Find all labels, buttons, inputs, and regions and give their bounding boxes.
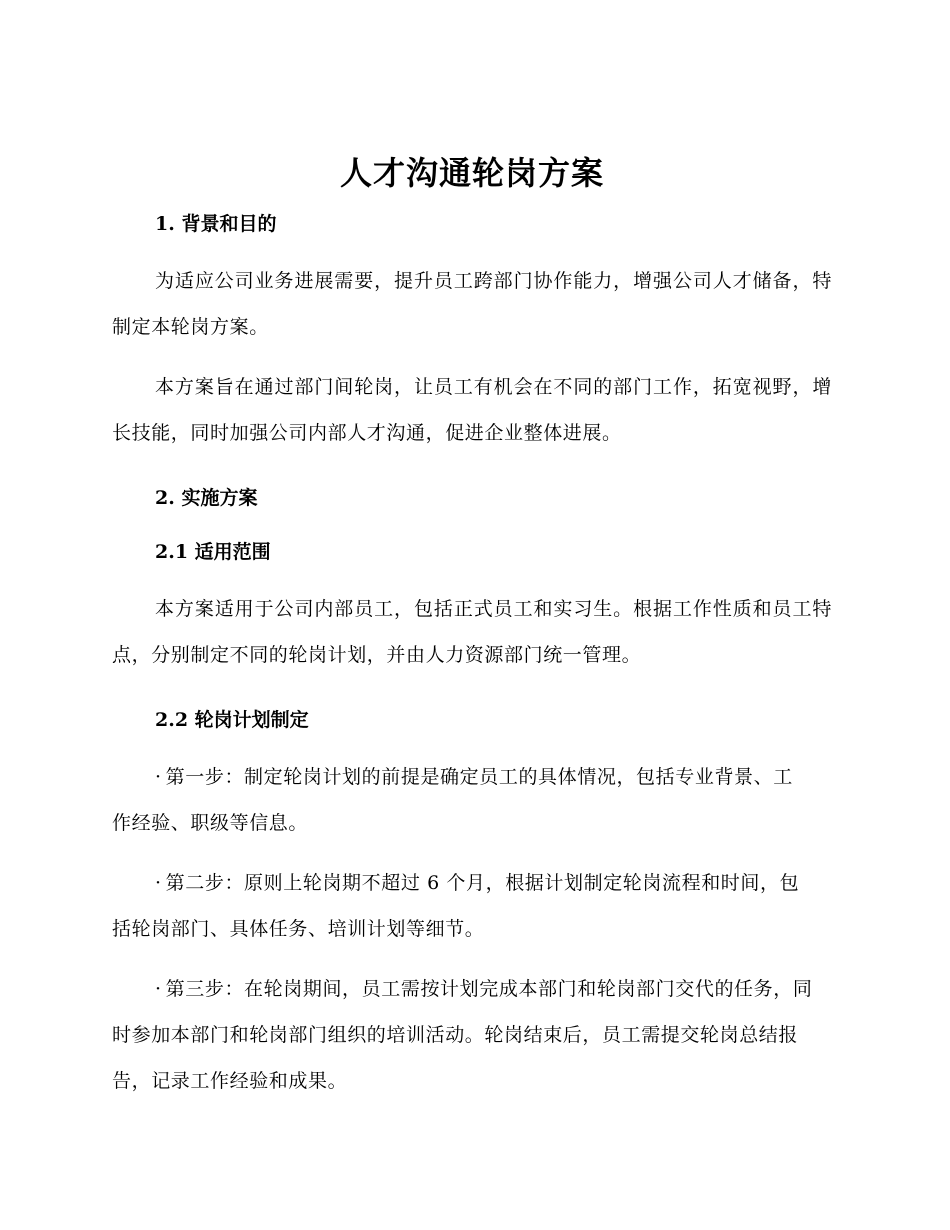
- section-heading-plan: 2.2 轮岗计划制定: [155, 709, 309, 731]
- document-page: [112, 148, 832, 1104]
- paragraph-scope: 本方案适用于公司内部员工，包括正式员工和实习生。根据工作性质和员工特点，分别制定不同的轮岗计划，并由人力资源部门统一管理。: [112, 598, 832, 666]
- list-item-text: 第二步：原则上轮岗期不超过 6 个月，根据计划制定轮岗流程和时间，包括轮岗部门、具体任务、培训计划等细节。: [112, 872, 800, 940]
- bullet-marker: ·: [155, 978, 162, 1000]
- document-title: 人才沟通轮岗方案: [339, 154, 604, 192]
- paragraph-background-2: 本方案旨在通过部门间轮岗，让员工有机会在不同的部门工作，拓宽视野，增长技能，同时加强公司内部人才沟通，促进企业整体进展。: [112, 376, 832, 444]
- list-item-step-3: [112, 966, 832, 1104]
- bullet-marker: ·: [155, 766, 162, 788]
- bullet-marker: ·: [155, 872, 162, 894]
- list-item-text: 第一步：制定轮岗计划的前提是确定员工的具体情况，包括专业背景、工作经验、职级等信息。: [112, 766, 793, 834]
- section-heading-implementation: 2. 实施方案: [155, 487, 258, 509]
- list-item-text: 第三步：在轮岗期间，员工需按计划完成本部门和轮岗部门交代的任务，同时参加本部门和轮岗部门组织的培训活动。轮岗结束后，员工需提交轮岗总结报告，记录工作经验和成果。: [112, 978, 813, 1092]
- paragraph-background-1: 为适应公司业务进展需要，提升员工跨部门协作能力，增强公司人才储备，特制定本轮岗方案。: [112, 270, 832, 338]
- section-heading-scope: 2.1 适用范围: [155, 541, 271, 563]
- section-heading-background: 1. 背景和目的: [155, 213, 277, 235]
- list-item-step-2: [112, 860, 832, 952]
- list-item-step-1: [112, 754, 832, 846]
